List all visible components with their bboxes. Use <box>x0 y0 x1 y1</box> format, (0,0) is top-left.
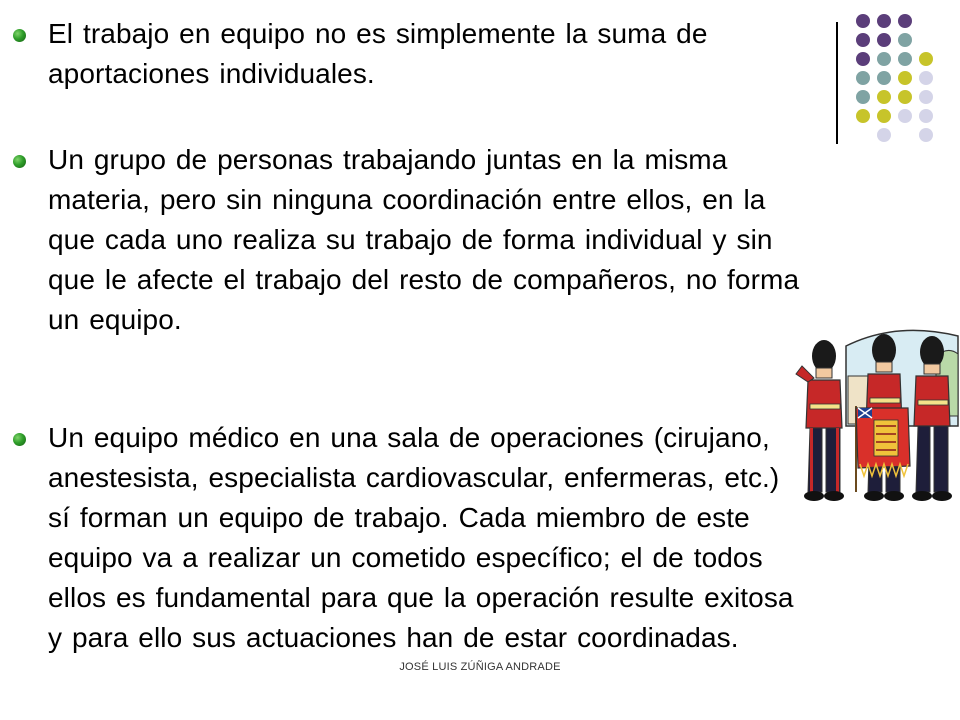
bullet-item-1 <box>0 14 948 94</box>
text-line: equipo va a realizar un cometido específico; el de todos <box>48 542 763 573</box>
text-line: El trabajo en equipo no es simplemente la suma de <box>48 18 708 49</box>
footer-author: JOSÉ LUIS ZÚÑIGA ANDRADE <box>399 661 561 673</box>
bullet-icon <box>13 433 26 446</box>
royal-guards-illustration <box>786 316 960 506</box>
text-line: que le afecte el trabajo del resto de compañeros, no forma <box>48 264 800 295</box>
bullet-icon <box>13 29 26 42</box>
text-line: sí forman un equipo de trabajo. Cada miembro de este <box>48 502 750 533</box>
bullet-text <box>48 140 948 340</box>
bullet-icon <box>13 155 26 168</box>
text-line: un equipo. <box>48 304 182 335</box>
decorative-dot <box>919 109 933 123</box>
decorative-dot <box>898 109 912 123</box>
bullet-item-2 <box>0 140 948 340</box>
text-line: aportaciones individuales. <box>48 58 375 89</box>
decorative-dot <box>877 109 891 123</box>
text-line: y para ello sus actuaciones han de estar coordinadas. <box>48 622 739 653</box>
text-line: que cada uno realiza su trabajo de forma individual y sin <box>48 224 773 255</box>
text-line: materia, pero sin ninguna coordinación entre ellos, en la <box>48 184 766 215</box>
text-line: ellos es fundamental para que la operación resulte exitosa <box>48 582 794 613</box>
text-line: anestesista, especialista cardiovascular, enfermeras, etc.) <box>48 462 780 493</box>
text-line: Un grupo de personas trabajando juntas en la misma <box>48 144 728 175</box>
bullet-text <box>48 14 948 94</box>
decorative-dot <box>856 109 870 123</box>
text-line: Un equipo médico en una sala de operaciones (cirujano, <box>48 422 770 453</box>
